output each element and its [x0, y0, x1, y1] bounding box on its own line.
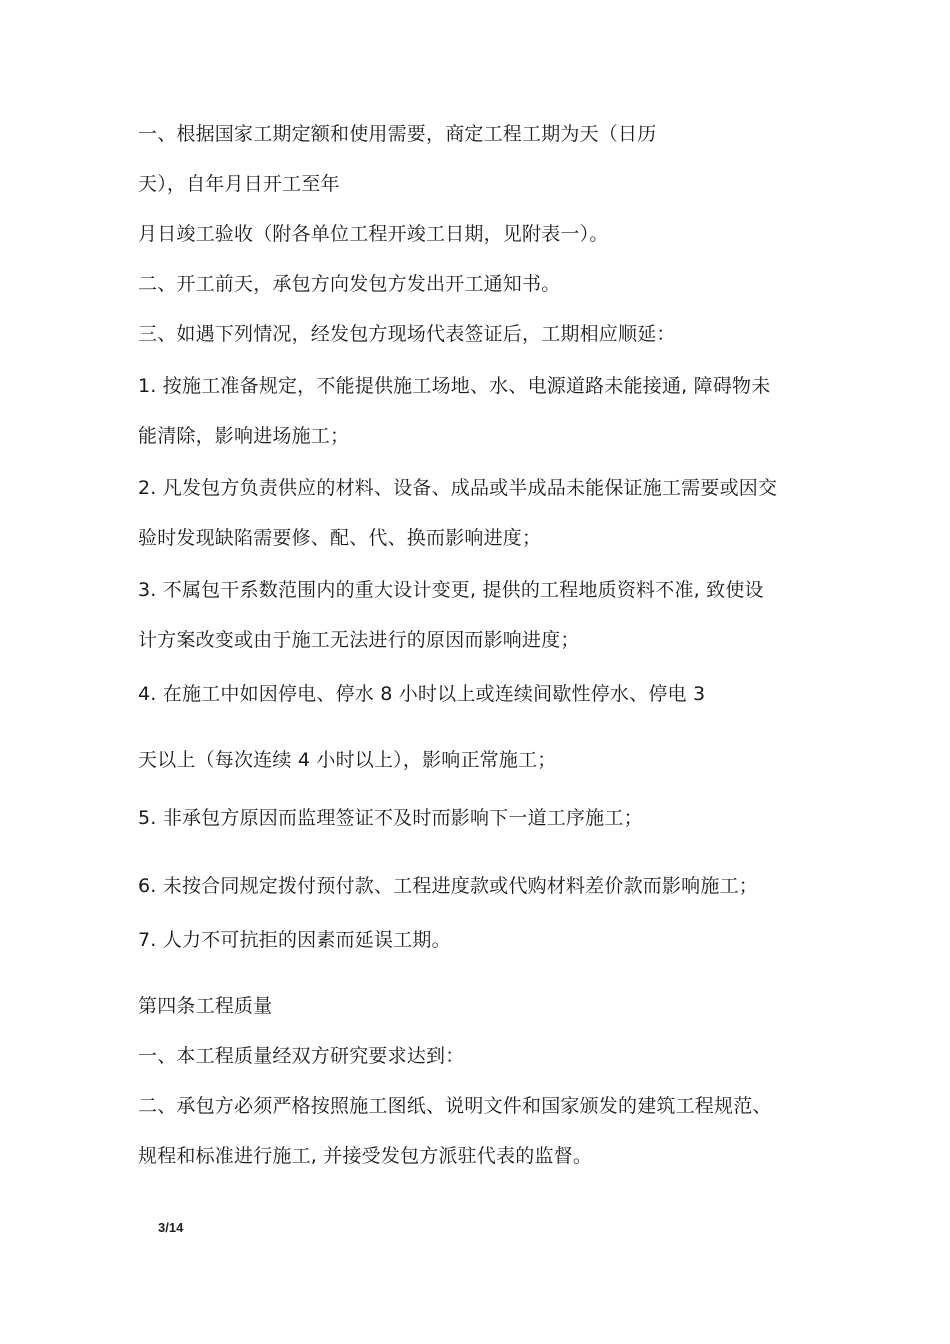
item-2-line-1: 2. 凡发包方负责供应的材料、设备、成品或半成品未能保证施工需要或因交 [138, 477, 778, 499]
clause-3: 三、如遇下列情况，经发包方现场代表签证后，工期相应顺延： [138, 323, 676, 345]
item-3-line-1: 3. 不属包干系数范围内的重大设计变更, 提供的工程地质资料不准, 致使设 [138, 579, 764, 601]
quality-clause-2-line-1: 二、承包方必须严格按照施工图纸、说明文件和国家颁发的建筑工程规范、 [138, 1095, 772, 1117]
page-number: 3/14 [158, 1220, 184, 1235]
item-4-line-2: 天以上（每次连续 4 小时以上），影响正常施工； [138, 749, 557, 771]
clause-1-line-1: 一、根据国家工期定额和使用需要，商定工程工期为天（日历 [138, 123, 657, 145]
clause-2: 二、开工前天，承包方向发包方发出开工通知书。 [138, 273, 561, 295]
item-4-line-1: 4. 在施工中如因停电、停水 8 小时以上或连续间歇性停水、停电 3 [138, 683, 706, 705]
clause-1-line-2: 天），自年月日开工至年 [138, 173, 340, 195]
item-6: 6. 未按合同规定拨付预付款、工程进度款或代购材料差价款而影响施工； [138, 875, 758, 897]
item-3-line-2: 计方案改变或由于施工无法进行的原因而影响进度； [138, 629, 580, 651]
quality-clause-2-line-2: 规程和标准进行施工, 并接受发包方派驻代表的监督。 [138, 1145, 593, 1167]
clause-1-line-3: 月日竣工验收（附各单位工程开竣工日期，见附表一）。 [138, 223, 609, 245]
item-7: 7. 人力不可抗拒的因素而延误工期。 [138, 929, 451, 951]
quality-clause-1: 一、本工程质量经双方研究要求达到： [138, 1045, 465, 1067]
item-5: 5. 非承包方原因而监理签证不及时而影响下一道工序施工； [138, 807, 643, 829]
section-heading: 第四条工程质量 [138, 995, 273, 1017]
item-1-line-2: 能清除，影响进场施工； [138, 425, 350, 447]
item-2-line-2: 验时发现缺陷需要修、配、代、换而影响进度； [138, 527, 542, 549]
item-1-line-1: 1. 按施工准备规定，不能提供施工场地、水、电源道路未能接通, 障碍物未 [138, 375, 771, 397]
